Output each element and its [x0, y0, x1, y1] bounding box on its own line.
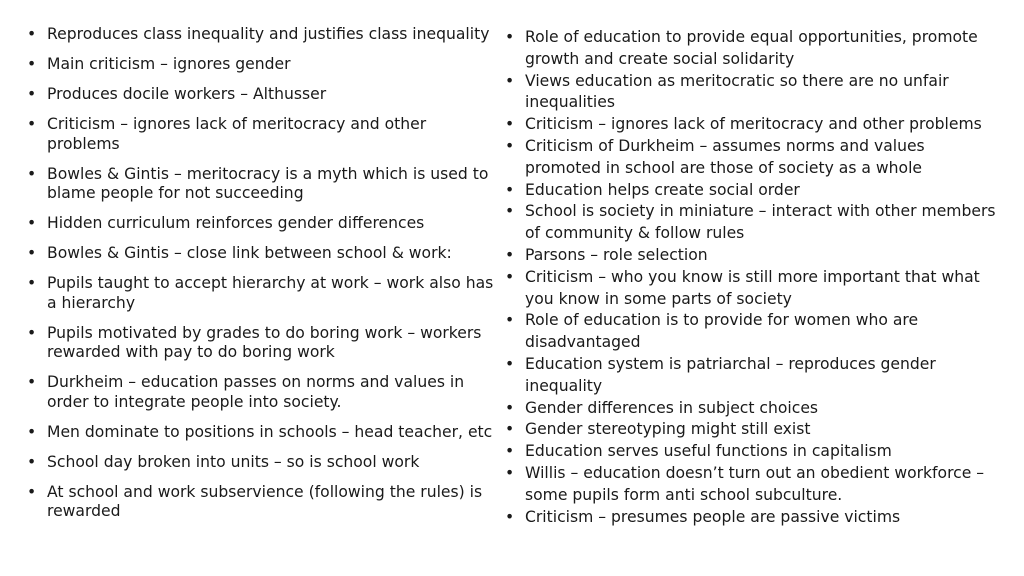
- list-item: • Hidden curriculum reinforces gender differences: [27, 214, 497, 234]
- list-item: • Bowles & Gintis – meritocracy is a myth which is used to blame people for not succeeding: [27, 165, 497, 204]
- right-bullet-list: [505, 27, 1005, 528]
- list-item: • Education system is patriarchal – reproduces gender inequality: [505, 354, 1005, 398]
- list-item: • Main criticism – ignores gender: [27, 55, 497, 75]
- list-item: • Criticism – who you know is still more important that what you know in some parts of society: [505, 267, 1005, 311]
- list-item: • Produces docile workers – Althusser: [27, 85, 497, 105]
- list-item: • Parsons – role selection: [505, 245, 1005, 267]
- list-item: • Criticism – presumes people are passive victims: [505, 507, 1005, 529]
- list-item: • Criticism of Durkheim – assumes norms and values promoted in school are those of society as a whole: [505, 136, 1005, 180]
- list-item: • Men dominate to positions in schools – head teacher, etc: [27, 423, 497, 443]
- list-item: • School is society in miniature – interact with other members of community & follow rules: [505, 201, 1005, 245]
- list-item: • At school and work subservience (following the rules) is rewarded: [27, 483, 497, 522]
- list-item: • Reproduces class inequality and justifies class inequality: [27, 25, 497, 45]
- list-item: • Pupils taught to accept hierarchy at work – work also has a hierarchy: [27, 274, 497, 313]
- list-item: • Durkheim – education passes on norms and values in order to integrate people into society.: [27, 373, 497, 412]
- list-item: • Role of education is to provide for women who are disadvantaged: [505, 310, 1005, 354]
- list-item: • Gender stereotyping might still exist: [505, 419, 1005, 441]
- list-item: • Bowles & Gintis – close link between school & work:: [27, 244, 497, 264]
- list-item: • School day broken into units – so is school work: [27, 453, 497, 473]
- list-item: • Views education as meritocratic so there are no unfair inequalities: [505, 71, 1005, 115]
- list-item: • Criticism – ignores lack of meritocracy and other problems: [505, 114, 1005, 136]
- list-item: • Gender differences in subject choices: [505, 398, 1005, 420]
- list-item: • Pupils motivated by grades to do boring work – workers rewarded with pay to do boring work: [27, 324, 497, 363]
- list-item: • Role of education to provide equal opportunities, promote growth and create social solidarity: [505, 27, 1005, 71]
- list-item: • Education serves useful functions in capitalism: [505, 441, 1005, 463]
- list-item: • Education helps create social order: [505, 180, 1005, 202]
- left-bullet-list: [27, 25, 497, 532]
- list-item: • Willis – education doesn’t turn out an obedient workforce – some pupils form anti school subculture.: [505, 463, 1005, 507]
- list-item: • Criticism – ignores lack of meritocracy and other problems: [27, 115, 497, 154]
